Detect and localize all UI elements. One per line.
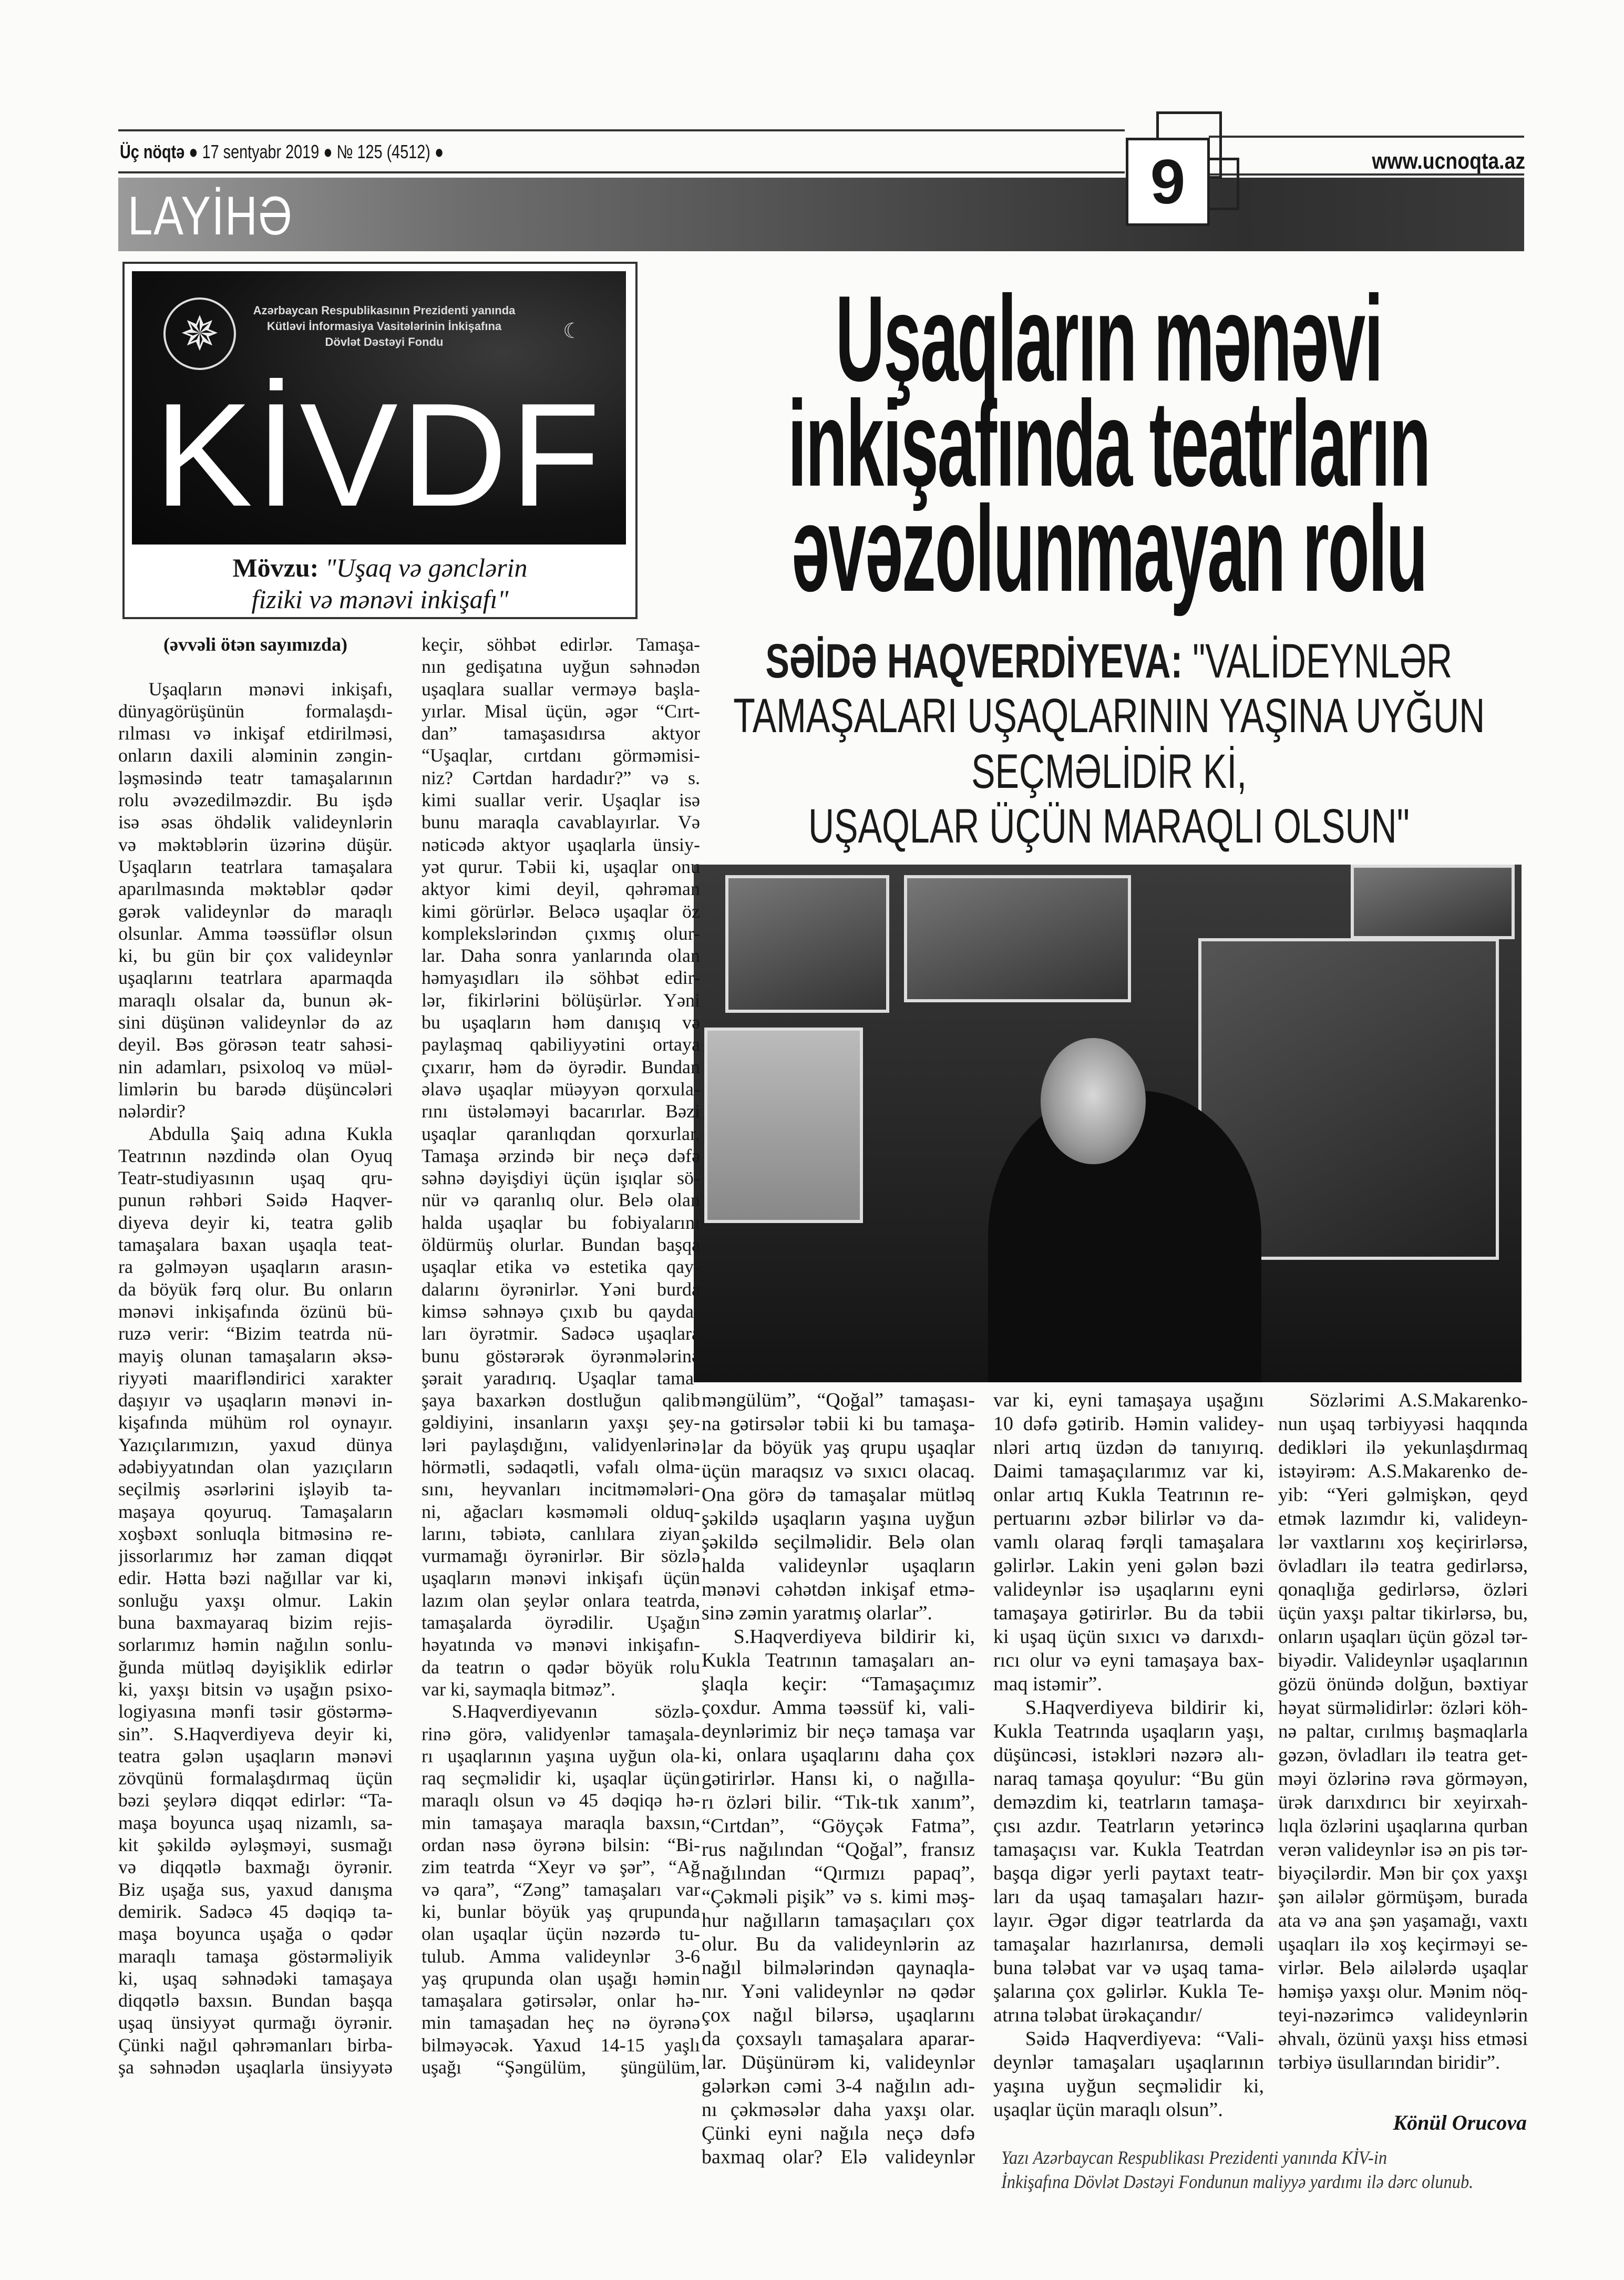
text-line: niz? Cərtdan hardadır?” və s. bbox=[422, 767, 700, 788]
text-line: halda uşaqlar bu fobiyalarını bbox=[422, 1211, 700, 1233]
text-line: maraqlı olsalar da, bunun ək- bbox=[118, 989, 393, 1011]
paragraph bbox=[118, 678, 393, 1123]
text-line: dalarını öyrənirlər. Yəni burda bbox=[422, 1278, 700, 1300]
text-line: şəkildə seçilməlidir. Belə olan bbox=[702, 1531, 975, 1553]
subtitle-line bbox=[731, 800, 1487, 853]
text-line: etmək lazımdır ki, valideyn- bbox=[1278, 1508, 1528, 1529]
text-line: uşaqlar qaranlıqdan qorxurlar. bbox=[422, 1123, 700, 1144]
text-line: kimi görürlər. Beləcə uşaqlar öz bbox=[422, 900, 700, 922]
kivdf-box bbox=[122, 262, 638, 619]
bullet-icon: ● bbox=[189, 141, 198, 162]
text-line: qonaqlığa gedirlərsə, özləri bbox=[1278, 1579, 1528, 1600]
paragraph bbox=[993, 1696, 1264, 2027]
kivdf-logo: KİVDF bbox=[154, 373, 604, 537]
text-line: daşıyır və uşaqların mənəvi in- bbox=[118, 1390, 393, 1411]
subtitle-text: "VALİDEYNLƏR bbox=[1183, 634, 1453, 688]
article-column-3 bbox=[702, 1389, 975, 2169]
text-line: gəzən, övladları ilə teatra get- bbox=[1278, 1744, 1528, 1766]
header-bottom-rule bbox=[118, 171, 1125, 173]
text-line: baxmaq olar? Elə valideynlər bbox=[702, 2146, 975, 2168]
bullet-icon: ● bbox=[323, 141, 333, 162]
text-line: rus nağılından “Qoğal”, fransız bbox=[702, 1839, 975, 1861]
text-line: ları da uşaq tamaşaları hazır- bbox=[993, 1886, 1264, 1908]
wall-picture bbox=[904, 875, 1131, 1002]
subtitle-text: SEÇMƏLİDİR Kİ, bbox=[971, 745, 1247, 798]
topic bbox=[125, 552, 635, 615]
text-line: diqqətlə baxsın. Bundan başqa bbox=[118, 1990, 393, 2011]
text-line: gərək valideynlər də maraqlı bbox=[118, 900, 393, 922]
subtitle-text: UŞAQLAR ÜÇÜN MARAQLI OLSUN" bbox=[808, 799, 1410, 853]
text-line: şalarına çox gəlirlər. Kukla Te- bbox=[993, 1980, 1264, 2002]
text-line: xoşbəxt sonluqla bitməsinə re- bbox=[118, 1523, 393, 1544]
text-line: halda valideynlər uşaqların bbox=[702, 1555, 975, 1577]
text-line: mayiş olunan tamaşaların əksə- bbox=[118, 1345, 393, 1367]
text-line: əhvalı, özünü yaxşı hiss etməsi bbox=[1278, 2028, 1528, 2050]
text-line: isə əsas öhdəlik valideynlərin bbox=[118, 812, 393, 833]
text-line: və məktəblərin üzərinə düşür. bbox=[118, 834, 393, 855]
text-line: gəldiyini, insanların yaxşı şey- bbox=[422, 1412, 700, 1433]
text-line: demirik. Sadəcə 45 dəqiqə ta- bbox=[118, 1901, 393, 1922]
text-line: da teatrın o qədər böyük rolu bbox=[422, 1656, 700, 1678]
kivdf-banner bbox=[132, 271, 626, 545]
subtitle-line bbox=[731, 690, 1487, 742]
text-line: vamlı olaraq fərqli tamaşalara bbox=[993, 1531, 1264, 1553]
text-line: deməzdim ki, teatrların tamaşa- bbox=[993, 1791, 1264, 1813]
text-line: ki, bu gün bir çox valideynlər bbox=[118, 945, 393, 967]
text-line: bu uşaqların həm danışıq və bbox=[422, 1012, 700, 1033]
paragraph-spacer bbox=[118, 655, 393, 677]
text-line: sını, heyvanları incitməmələri- bbox=[422, 1478, 700, 1500]
text-line: sini düşünən valideynlər də az bbox=[118, 1012, 393, 1033]
text-line: tulub. Amma valideynlər 3-6 bbox=[422, 1945, 700, 1967]
text-line: teyi-nəzərimcə valideynlərin bbox=[1278, 2005, 1528, 2026]
text-line: virlər. Belə ailələrdə uşaqlar bbox=[1278, 1957, 1528, 1979]
page-number: 9 bbox=[1126, 138, 1210, 226]
text-line: uşaqlar etika və estetika qay- bbox=[422, 1256, 700, 1278]
text-line: bunu göstərərək öyrənmələrinə bbox=[422, 1345, 700, 1367]
text-line: teatra gələn uşaqların mənəvi bbox=[118, 1745, 393, 1767]
text-line: (əvvəli ötən sayımızda) bbox=[163, 634, 347, 655]
text-line: gətirirlər. Hansı ki, o nağılla- bbox=[702, 1768, 975, 1790]
text-line: hur nağılların tamaşaçıları çox bbox=[702, 1909, 975, 1932]
text-line: ki, uşaq səhnədəki tamaşaya bbox=[118, 1967, 393, 1989]
text-line: “Cırtdan”, “Göyçək Fatma”, bbox=[702, 1815, 975, 1837]
text-line: nağıl bilmələrindən qaynaqla- bbox=[702, 1957, 975, 1979]
text-line: dünyagörüşünün formalaşdı- bbox=[118, 700, 393, 722]
text-line: Çünki eyni nağıla neçə dəfə bbox=[702, 2122, 975, 2144]
text-line: yırlar. Misal üçün, əgər “Cırt- bbox=[422, 700, 700, 722]
text-line: nəticədə aktyor uşaqlarla ünsiy- bbox=[422, 834, 700, 855]
text-line: və qara”, “Zəng” tamaşaları var bbox=[422, 1878, 700, 1900]
bullet-icon: ● bbox=[434, 141, 444, 162]
text-line: səhnə dəyişdiyi üçün işıqlar sö- bbox=[422, 1167, 700, 1189]
text-line: şa səhnədən uşaqlarla ünsiyyətə bbox=[118, 2057, 393, 2078]
text-line: vurmamağı öyrənirlər. Bir sözlə bbox=[422, 1545, 700, 1567]
crescent-flag-icon: ☾ bbox=[563, 319, 582, 343]
text-line: sinə zəmin yaratmış olarlar”. bbox=[702, 1602, 932, 1624]
section-label: LAYİHƏ bbox=[128, 186, 293, 247]
text-line: bəzi şeylərə diqqət edirlər: “Ta- bbox=[118, 1790, 393, 1811]
text-line: Çünki nağıl qəhrəmanları birba- bbox=[118, 2034, 393, 2056]
text-line: seçilmiş əsərlərini işləyib ta- bbox=[118, 1478, 393, 1500]
headline-text: Uşaqların mənəvi bbox=[835, 271, 1383, 407]
text-line: ki, bunlar böyük yaş qrupunda bbox=[422, 1901, 700, 1922]
text-line: həmyaşıdları ilə söhbət edir- bbox=[422, 967, 700, 989]
text-line: maraqlı olsun və 45 dəqiqə hə- bbox=[422, 1790, 700, 1811]
text-line: nələrdir? bbox=[118, 1101, 186, 1122]
fund-line: Dövlət Dəstəyi Fondu bbox=[325, 335, 444, 348]
text-line: Daimi tamaşaçılarımız var ki, bbox=[993, 1460, 1264, 1482]
text-line: çısı azdır. Teatrların yetərincə bbox=[993, 1815, 1264, 1837]
text-line: məyi özlərinə rəva görməyən, bbox=[1278, 1768, 1528, 1790]
wall-picture bbox=[725, 875, 889, 1013]
text-line: yib: “Yeri gəlmişkən, qeyd bbox=[1278, 1484, 1528, 1506]
text-line: limlərin bu barədə düşüncələri bbox=[118, 1078, 393, 1100]
text-line: kimi suallar verir. Uşaqlar isə bbox=[422, 789, 700, 811]
text-line: şən ailələr görmüşəm, burada bbox=[1278, 1886, 1528, 1908]
issue-number: № 125 (4512) bbox=[336, 141, 430, 162]
text-line: nun uşaq tərbiyyəsi haqqında bbox=[1278, 1413, 1528, 1435]
text-line: S.Haqverdiyevanın sözlə- bbox=[451, 1701, 700, 1722]
text-line: ki, onlara uşaqlarını daha çox bbox=[702, 1744, 975, 1766]
text-line: aktyor kimi deyil, qəhrəman bbox=[422, 878, 700, 900]
text-line: ədəbiyyatından olan yazıçıların bbox=[118, 1456, 393, 1477]
text-line: nləri artıq üzdən də tanıyırıq. bbox=[993, 1436, 1264, 1459]
text-line: ni, ağacları kəsməməli olduq- bbox=[422, 1501, 700, 1522]
text-line: ları öyrətmir. Sadəcə uşaqlara bbox=[422, 1323, 700, 1344]
text-line: rılması və inkişaf etdirilməsi, bbox=[118, 723, 393, 744]
text-line: tamaşalara gətirsələr, onlar hə- bbox=[422, 1990, 700, 2011]
text-line: şlaqla keçir: “Tamaşaçımız bbox=[702, 1673, 975, 1695]
text-line: onların uşaqları üçün gözəl tər- bbox=[1278, 1626, 1528, 1648]
text-line: diyeva deyir ki, teatra gəlib bbox=[118, 1211, 393, 1233]
text-line: maşa boyunca uşaq nizamlı, sa- bbox=[118, 1812, 393, 1833]
subtitle-line bbox=[731, 745, 1487, 798]
text-line: olan uşaqlar üçün nəzərdə tu- bbox=[422, 1923, 700, 1945]
text-line: lar. Düşünürəm ki, valideynlər bbox=[702, 2051, 975, 2073]
text-line: nın gedişatına uyğun səhnədən bbox=[422, 656, 700, 677]
text-line: deynlərimiz bir neçə tamaşa var bbox=[702, 1720, 975, 1742]
text-line: çıxarır, həm də öyrədir. Bundan bbox=[422, 1056, 700, 1077]
text-line: lazım olan şeylər onlara teatrda, bbox=[422, 1589, 700, 1611]
text-line: keçir, söhbət edirlər. Tamaşa- bbox=[422, 634, 700, 655]
paragraph bbox=[702, 1625, 975, 2169]
text-line: həmişə yaxşı olur. Mənim nöq- bbox=[1278, 1981, 1528, 2002]
text-line: rinə görə, validyenlər tamaşala- bbox=[422, 1723, 700, 1744]
text-line: da böyük fərq olur. Bu onların bbox=[118, 1278, 393, 1300]
text-line: biyədir. Valideynlər uşaqlarının bbox=[1278, 1650, 1528, 1671]
text-line: rolu əvəzedilməzdir. Bu işdə bbox=[118, 789, 393, 811]
subtitle-speaker: SƏİDƏ HAQVERDİYEVA: bbox=[765, 634, 1183, 688]
text-line: əlavə uşaqlar müəyyən qorxula- bbox=[422, 1078, 700, 1100]
text-line: lıqla özlərini uşaqlarına qurban bbox=[1278, 1815, 1528, 1837]
text-line: istəyirəm: A.S.Makarenko de- bbox=[1278, 1461, 1528, 1482]
text-line: dedikləri ilə yekunlaşdırmaq bbox=[1278, 1437, 1528, 1459]
topic-line: fiziki və mənəvi inkişafı" bbox=[251, 584, 509, 614]
text-line: uşaqlarını teatrlara aparmaqda bbox=[118, 967, 393, 989]
text-line: pertuarını əzbər bilirlər və da- bbox=[993, 1507, 1264, 1529]
text-line: tamaşaçısı var. Kukla Teatrdan bbox=[993, 1839, 1264, 1861]
text-line: layır. Əgər digər teatrlarda da bbox=[993, 1909, 1264, 1932]
text-line: nin adamları, psixoloq və müəl- bbox=[118, 1056, 393, 1077]
text-line: S.Haqverdiyeva bildirir ki, bbox=[1025, 1697, 1264, 1719]
text-line: yaş qrupunda olan uşağı həmin bbox=[422, 1967, 700, 1989]
text-line: rını üstələməyi bacarırlar. Bəzi bbox=[422, 1101, 700, 1122]
issue-date: 17 sentyabr 2019 bbox=[202, 141, 320, 162]
text-line: yaşına uyğun seçməlidir ki, bbox=[993, 2075, 1264, 2097]
paragraph bbox=[702, 1389, 975, 1625]
text-line: ürək darıxdırıcı bir xeyirxah- bbox=[1278, 1792, 1528, 1813]
funding-note-line: İnkişafına Dövlət Dəstəyi Fondunun maliyyə yardımı ilə dərc olunub. bbox=[1001, 2171, 1474, 2192]
text-line: tamaşaya gətirirlər. Bu da təbii bbox=[993, 1602, 1264, 1624]
text-line: ləşməsində teatr tamaşalarının bbox=[118, 767, 393, 788]
text-line: ğunda mütləq dəyişiklik edirlər bbox=[118, 1656, 393, 1678]
text-line: logiyasına mənfi təsir göstərmə- bbox=[118, 1701, 393, 1722]
text-line: 10 dəfə gətirib. Həmin validey- bbox=[993, 1413, 1264, 1435]
text-line: öldürmüş olurlar. Bundan başqa bbox=[422, 1234, 700, 1256]
funding-note bbox=[1001, 2145, 1473, 2194]
text-line: şaya baxarkən dostluğun qalib bbox=[422, 1390, 700, 1411]
text-line: həyat sürməlidirlər: özləri köh- bbox=[1278, 1697, 1528, 1719]
text-line: atrına tələbat ürəkaçandır/ bbox=[993, 2004, 1202, 2026]
text-line: maşaya qoyuruq. Tamaşaların bbox=[118, 1501, 393, 1522]
paragraph bbox=[422, 633, 700, 1700]
headline-line bbox=[731, 481, 1487, 617]
text-line: mənəvi cəhətdən inkişaf etmə- bbox=[702, 1578, 975, 1600]
emblem-star-icon: ✵ bbox=[163, 297, 236, 370]
text-line: naraq tamaşa qoyulur: “Bu gün bbox=[993, 1768, 1264, 1790]
text-line: ordan nəsə öyrənə bilsin: “Bi- bbox=[422, 1834, 700, 1856]
text-line: sin”. S.Haqverdiyeva deyir ki, bbox=[118, 1723, 393, 1744]
text-line: olsunlar. Amma təəssüflər olsun bbox=[118, 922, 393, 944]
text-line: həyatında və mənəvi inkişafın- bbox=[422, 1634, 700, 1656]
wall-picture bbox=[704, 1028, 863, 1223]
text-line: tamaşalara baxan uşaqla teat- bbox=[118, 1234, 393, 1256]
text-line: lər vaxtlarını xoş keçirirlərsə, bbox=[1278, 1532, 1528, 1553]
text-line: sorlarımız həmin nağılın sonlu- bbox=[118, 1634, 393, 1656]
article-photo bbox=[694, 865, 1522, 1382]
text-line: Teatr-studiyasının uşaq qru- bbox=[118, 1167, 393, 1189]
text-line: lar da böyük yaş qrupu uşaqlar bbox=[702, 1436, 975, 1459]
text-line: başqa digər yerli paytaxt teatr- bbox=[993, 1862, 1264, 1884]
text-line: kimsə səhnəyə çıxıb bu qayda- bbox=[422, 1300, 700, 1322]
text-line: mənəvi inkişafında özünü bü- bbox=[118, 1300, 393, 1322]
text-line: çoxdur. Amma təəssüf ki, vali- bbox=[702, 1697, 975, 1719]
article-column-4 bbox=[993, 1389, 1264, 2122]
text-line: uşaqların mənəvi inkişafı üçün bbox=[422, 1567, 700, 1589]
headline-text: əvəzolunmayan rolu bbox=[791, 481, 1427, 617]
text-line: Uşaqların teatrlara tamaşalara bbox=[118, 856, 393, 877]
text-line: nağılından “Qırmızı papaq”, bbox=[702, 1862, 975, 1884]
text-line: övladları ilə teatra gedirlərsə, bbox=[1278, 1555, 1528, 1577]
text-line: ləri paylaşdığını, validyenlərinə bbox=[422, 1434, 700, 1455]
text-line: “Uşaqlar, cırtdanı görməmisi- bbox=[422, 745, 700, 766]
text-line: rıcı olur və eyni tamaşaya bax- bbox=[993, 1649, 1264, 1671]
text-line: tamaşalar hazırlanırsa, deməli bbox=[993, 1933, 1264, 1955]
text-line: Biz uşağa sus, yaxud danışma bbox=[118, 1878, 393, 1900]
text-line: onlar artıq Kukla Teatrının re- bbox=[993, 1484, 1264, 1506]
text-line: uşaqlara suallar verməyə başla- bbox=[422, 678, 700, 700]
text-line: və diqqətlə baxmağı öyrənir. bbox=[118, 1856, 393, 1878]
paragraph bbox=[1278, 1389, 1528, 2074]
text-line: deynlər tamaşaları uşaqlarının bbox=[993, 2051, 1264, 2073]
text-line: nır. Yəni valideynlər nə qədər bbox=[702, 1980, 975, 2002]
text-line: bilməyəcək. Yaxud 14-15 yaşlı bbox=[422, 2034, 700, 2056]
text-line: uşağı “Şəngülüm, şüngülüm, bbox=[422, 2057, 700, 2078]
paper-name: Üç nöqtə bbox=[120, 141, 185, 162]
text-line: “Çəkməli pişik” və s. kimi məş- bbox=[702, 1886, 975, 1908]
text-line: maq istəmir”. bbox=[993, 1673, 1102, 1695]
text-line: verən valideynlər isə ən pis tər- bbox=[1278, 1839, 1528, 1861]
topic-label: Mövzu: bbox=[232, 553, 319, 582]
article-column-1 bbox=[118, 633, 393, 2078]
text-line: komplekslərindən çıxmış olur- bbox=[422, 922, 700, 944]
text-line: paylaşmaq qabiliyyətini ortaya bbox=[422, 1034, 700, 1055]
text-line: Yazıçılarımızın, yaxud dünya bbox=[118, 1434, 393, 1455]
text-line: tamaşalarda öyrədilir. Uşağın bbox=[422, 1612, 700, 1634]
text-line: zövqünü formalaşdırmaq üçün bbox=[118, 1768, 393, 1789]
text-line: raq seçməlidir ki, uşaqlar üçün bbox=[422, 1768, 700, 1789]
person-face bbox=[1041, 1038, 1146, 1164]
text-line: deyil. Bəs görəsən teatr sahəsi- bbox=[118, 1034, 393, 1055]
text-line: kit şəkildə əyləşməyi, susmağı bbox=[118, 1834, 393, 1856]
text-line: ra gəlməyən uşaqların arasın- bbox=[118, 1256, 393, 1278]
text-line: lər, fikirlərini bölüşürlər. Yəni bbox=[422, 989, 700, 1011]
text-line: üçün yaxşı paltar tikirlərsə, bu, bbox=[1278, 1603, 1528, 1624]
headline-text: inkişafında teatrların bbox=[788, 376, 1430, 512]
masthead bbox=[120, 141, 444, 163]
text-line: şəkildə uşaqların yaşına uyğun bbox=[702, 1507, 975, 1529]
text-line: ruzə verir: “Bizim teatrda nü- bbox=[118, 1323, 393, 1344]
funding-note-line: Yazı Azərbaycan Respublikası Prezidenti yanında KİV-in bbox=[1001, 2147, 1387, 2168]
text-line: rı uşaqlarının yaşına uyğun ola- bbox=[422, 1745, 700, 1767]
section-band bbox=[118, 178, 1524, 251]
text-line: dan” tamaşasıdırsa aktyor bbox=[422, 723, 700, 744]
topic-line: "Uşaq və gənclərin bbox=[325, 553, 528, 582]
text-line: punun rəhbəri Səidə Haqver- bbox=[118, 1189, 393, 1211]
article-column-2 bbox=[422, 633, 700, 2078]
author-byline: Könül Orucova bbox=[1393, 2111, 1527, 2134]
text-line: kişafında mühüm rol oynayır. bbox=[118, 1412, 393, 1433]
text-line: rı özləri bilir. “Tık-tık xanım”, bbox=[702, 1791, 975, 1813]
text-line: sonluğu yaxşı olmur. Lakin bbox=[118, 1589, 393, 1611]
text-line: düşüncəsi, istəkləri nəzərə alı- bbox=[993, 1744, 1264, 1766]
text-line: nə paltar, cırılmış başmaqlarla bbox=[1278, 1721, 1528, 1742]
text-line: da çoxsaylı tamaşalara aparar- bbox=[702, 2028, 975, 2050]
text-line: Uşaqların mənəvi inkişafı, bbox=[148, 678, 393, 700]
text-line: var ki, saymaqla bitməz”. bbox=[422, 1678, 615, 1700]
text-line: hörmətli, sədaqətli, vəfalı olma- bbox=[422, 1456, 700, 1477]
text-line: riyyəti maarifləndirici xarakter bbox=[118, 1367, 393, 1389]
text-line: onların daxili aləminin zəngin- bbox=[118, 745, 393, 766]
text-line: S.Haqverdiyeva bildirir ki, bbox=[733, 1626, 975, 1648]
text-line: na gətirsələr təbii ki bu tamaşa- bbox=[702, 1413, 975, 1435]
paragraph bbox=[993, 2027, 1264, 2122]
text-line: min tamaşaya maraqla baxsın, bbox=[422, 1812, 700, 1833]
text-line: lar. Daha sonra yanlarında olan bbox=[422, 945, 700, 967]
text-line: ata və ana şən yaşamağı, vaxtı bbox=[1278, 1910, 1528, 1932]
text-line: nür və qaranlıq olur. Belə olan bbox=[422, 1189, 700, 1211]
paragraph bbox=[118, 1123, 393, 2079]
header-top-rule bbox=[118, 129, 1125, 131]
subtitle-text: TAMAŞALARI UŞAQLARININ YAŞINA UYĞUN bbox=[733, 689, 1485, 743]
fund-name bbox=[237, 303, 531, 350]
text-line: var ki, eyni tamaşaya uşağını bbox=[993, 1389, 1264, 1411]
text-line: şərait yaradırıq. Uşaqlar tama- bbox=[422, 1367, 700, 1389]
text-line: buna baxmayaraq bizim rejis- bbox=[118, 1612, 393, 1634]
text-line: maşa boyunca uşağa o qədər bbox=[118, 1923, 393, 1945]
text-line: Abdulla Şaiq adına Kukla bbox=[148, 1123, 393, 1144]
subtitle-line bbox=[731, 635, 1487, 687]
text-line: Sözlərimi A.S.Makarenko- bbox=[1309, 1390, 1528, 1411]
text-line: Səidə Haqverdiyeva: “Vali- bbox=[1025, 2028, 1264, 2050]
header-top-rule-right bbox=[1209, 136, 1524, 138]
text-line: jissorlarımız hər zaman diqqət bbox=[118, 1545, 393, 1567]
wall-picture bbox=[1351, 865, 1515, 939]
text-line: larını, təbiətə, canlılara ziyan bbox=[422, 1523, 700, 1544]
text-line: məngülüm”, “Qoğal” tamaşası- bbox=[702, 1389, 975, 1411]
text-line: aparılmasında məktəblər qədər bbox=[118, 878, 393, 900]
text-line: olur. Bu da valideynlərin az bbox=[702, 1933, 975, 1955]
fund-line: Kütləvi İnformasiya Vasitələrinin İnkişafına bbox=[266, 320, 502, 333]
continuation-note bbox=[118, 633, 393, 655]
website-url[interactable]: www.ucnoqta.az bbox=[1372, 148, 1525, 174]
text-line: Teatrının nəzdində olan Oyuq bbox=[118, 1145, 393, 1166]
text-line: bunu maraqla cavablayırlar. Və bbox=[422, 812, 700, 833]
text-line: gözü önündə dolğun, bəxtiyar bbox=[1278, 1673, 1528, 1695]
text-line: Kukla Teatrında uşaqların yaşı, bbox=[993, 1720, 1264, 1742]
text-line: tərbiyə üsullarından biridir”. bbox=[1278, 2052, 1500, 2073]
text-line: uşaqları ilə xoş keçirməyi se- bbox=[1278, 1934, 1528, 1955]
text-line: min tamaşadan heç nə öyrənə bbox=[422, 2012, 700, 2033]
text-line: ki uşaq üçün sıxıcı və darıxdı- bbox=[993, 1626, 1264, 1648]
text-line: ki, yaxşı bitsin və uşağın psixo- bbox=[118, 1678, 393, 1700]
text-line: uşaqlar üçün maraqlı olsun”. bbox=[993, 2099, 1223, 2121]
text-line: biyəçilərdir. Mən bir çox yaxşı bbox=[1278, 1863, 1528, 1884]
text-line: çox nağıl bilərsə, uşaqlarını bbox=[702, 2004, 975, 2026]
text-line: edir. Hətta bəzi nağıllar var ki, bbox=[118, 1567, 393, 1589]
text-line: Ona görə də tamaşalar mütləq bbox=[702, 1484, 975, 1506]
paragraph bbox=[422, 1700, 700, 2078]
text-line: zim teatrda “Xeyr və şər”, “Ağ bbox=[422, 1856, 700, 1878]
paragraph bbox=[993, 1389, 1264, 1696]
article-column-5 bbox=[1278, 1389, 1528, 2074]
text-line: nı çəkməsələr daha yaxşı olar. bbox=[702, 2099, 975, 2121]
text-line: Tamaşa ərzində bir neçə dəfə bbox=[422, 1145, 700, 1166]
text-line: gələrkən cəmi 3-4 nağılın adı- bbox=[702, 2075, 975, 2097]
text-line: valideynlər isə uşaqlarını eyni bbox=[993, 1578, 1264, 1600]
text-line: gəlirlər. Lakin yeni gələn bəzi bbox=[993, 1555, 1264, 1577]
text-line: yət qurur. Təbii ki, uşaqlar onu bbox=[422, 856, 700, 877]
fund-line: Azərbaycan Respublikasının Prezidenti yanında bbox=[253, 304, 516, 317]
text-line: Kukla Teatrının tamaşaları an- bbox=[702, 1649, 975, 1671]
text-line: uşaq ünsiyyət qurmağı öyrənir. bbox=[118, 2012, 393, 2033]
text-line: maraqlı tamaşa göstərməliyik bbox=[118, 1945, 393, 1967]
text-line: üçün maraqsız və sıxıcı olacaq. bbox=[702, 1460, 975, 1482]
text-line: buna tələbat var və uşaq tama- bbox=[993, 1957, 1264, 1979]
